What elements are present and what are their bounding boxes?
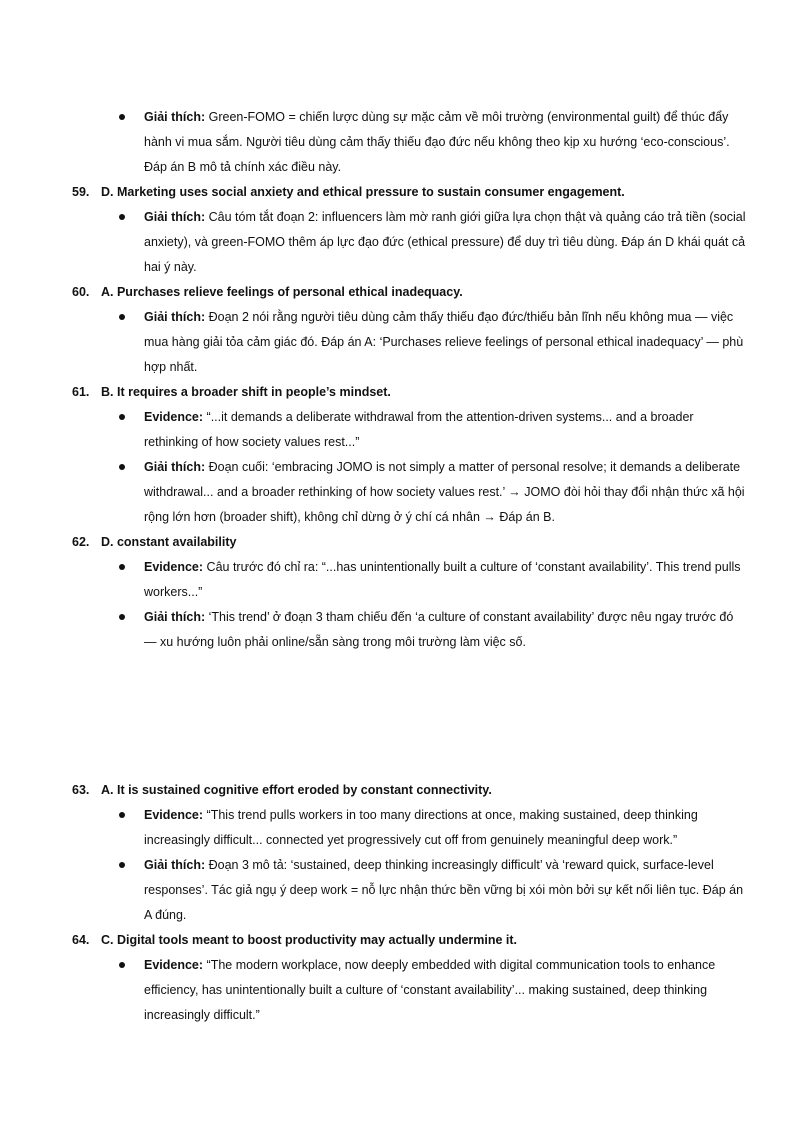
bullet-label: Evidence:: [144, 560, 204, 574]
bullet-dot: [119, 564, 125, 570]
question-answer: D. constant availability: [101, 535, 237, 549]
bullet-body: “This trend pulls workers in too many directions at once, making sustained, deep thinking increasingly difficult... connected yet progressively cut off from genuinely meaningful deep work.”: [144, 808, 698, 847]
bullet-text: [144, 305, 746, 380]
bullet-dot: [119, 464, 125, 470]
bullet-label: Giải thích:: [144, 310, 206, 324]
question-60: [0, 280, 794, 305]
bullet-label: Giải thích:: [144, 460, 206, 474]
question-number: 61.: [72, 385, 90, 399]
evidence-bullet: [0, 953, 794, 1028]
bullet-dot: [119, 114, 125, 120]
evidence-bullet: [0, 803, 794, 853]
question-answer: A. Purchases relieve feelings of personal ethical inadequacy.: [101, 285, 463, 299]
question-63: [0, 778, 794, 803]
explanation-bullet: [0, 305, 794, 380]
evidence-bullet: [0, 555, 794, 605]
question-62: [0, 530, 794, 555]
evidence-bullet: [0, 405, 794, 455]
bullet-dot: [119, 414, 125, 420]
bullet-dot: [119, 214, 125, 220]
question-answer: C. Digital tools meant to boost productivity may actually undermine it.: [101, 933, 518, 947]
bullet-label: Giải thích:: [144, 110, 206, 124]
bullet-text: [144, 853, 746, 928]
bullet-label: Giải thích:: [144, 610, 206, 624]
bullet-text: [144, 605, 746, 655]
answer-block-top: [0, 105, 794, 655]
bullet-text: [144, 205, 746, 280]
bullet-dot: [119, 614, 125, 620]
bullet-text: [144, 555, 746, 605]
bullet-text: [144, 455, 746, 530]
question-number: 64.: [72, 933, 90, 947]
bullet-body: “...it demands a deliberate withdrawal from the attention-driven systems... and a broader rethinking of how society values rest...”: [144, 410, 694, 449]
bullet-body: Đoạn 3 mô tả: ‘sustained, deep thinking increasingly difficult’ và ‘reward quick, surface-level responses’. Tác giả ngụ ý deep work = nỗ lực nhận thức bền vững bị xói mòn bởi sự kết nối liên tục. Đáp án A đúng.: [144, 858, 744, 922]
explanation-bullet: [0, 105, 794, 180]
bullet-text: [144, 105, 746, 180]
bullet-label: Evidence:: [144, 958, 204, 972]
question-number: 63.: [72, 783, 90, 797]
explanation-bullet: [0, 605, 794, 655]
question-61: [0, 380, 794, 405]
bullet-body: Câu trước đó chỉ ra: “...has unintentionally built a culture of ‘constant availability’. This trend pulls workers...”: [144, 560, 741, 599]
bullet-body: Đoạn cuối: ‘embracing JOMO is not simply a matter of personal resolve; it demands a deliberate withdrawal... and a broader rethinking of how society values rest.’ → JOMO đòi hỏi thay đổi nhận thức xã hội rộng lớn hơn (broader shift), không chỉ dừng ở ý chí cá nhân → Đáp án B.: [144, 460, 745, 524]
question-number: 59.: [72, 185, 90, 199]
bullet-label: Giải thích:: [144, 858, 206, 872]
bullet-label: Giải thích:: [144, 210, 206, 224]
question-59: [0, 180, 794, 205]
explanation-bullet: [0, 853, 794, 928]
explanation-bullet: [0, 455, 794, 530]
bullet-dot: [119, 314, 125, 320]
question-number: 62.: [72, 535, 90, 549]
question-answer: B. It requires a broader shift in people’s mindset.: [101, 385, 391, 399]
bullet-text: [144, 803, 746, 853]
bullet-body: Đoạn 2 nói rằng người tiêu dùng cảm thấy thiếu đạo đức/thiếu bản lĩnh nếu không mua — việc mua hàng giải tỏa cảm giác đó. Đáp án A: ‘Purchases relieve feelings of personal ethical inadequacy’ — phù hợp nhất.: [144, 310, 744, 374]
question-answer: D. Marketing uses social anxiety and ethical pressure to sustain consumer engagement.: [101, 185, 625, 199]
explanation-bullet: [0, 205, 794, 280]
bullet-dot: [119, 962, 125, 968]
question-number: 60.: [72, 285, 90, 299]
bullet-text: [144, 405, 746, 455]
bullet-dot: [119, 812, 125, 818]
bullet-dot: [119, 862, 125, 868]
question-64: [0, 928, 794, 953]
question-answer: A. It is sustained cognitive effort eroded by constant connectivity.: [101, 783, 492, 797]
bullet-body: Câu tóm tắt đoạn 2: influencers làm mờ ranh giới giữa lựa chọn thật và quảng cáo trả tiền (social anxiety), và green-FOMO thêm áp lực đạo đức (ethical pressure) để duy trì tiêu dùng. Đáp án D khái quát cả hai ý này.: [144, 210, 746, 274]
bullet-body: “The modern workplace, now deeply embedded with digital communication tools to enhance efficiency, has unintentionally built a culture of ‘constant availability’... making sustained, deep thinking increasingly difficult.”: [144, 958, 716, 1022]
bullet-label: Evidence:: [144, 410, 204, 424]
bullet-body: Green-FOMO = chiến lược dùng sự mặc cảm về môi trường (environmental guilt) để thúc đẩy hành vi mua sắm. Người tiêu dùng cảm thấy thiếu đạo đức nếu không theo kịp xu hướng ‘eco-conscious’. Đáp án B mô tả chính xác điều này.: [144, 110, 730, 174]
bullet-text: [144, 953, 746, 1028]
bullet-label: Evidence:: [144, 808, 204, 822]
bullet-body: ‘This trend’ ở đoạn 3 tham chiếu đến ‘a culture of constant availability’ được nêu ngay trước đó — xu hướng luôn phải online/sẵn sàng trong môi trường làm việc số.: [144, 610, 734, 649]
answer-block-bottom: [0, 778, 794, 1028]
